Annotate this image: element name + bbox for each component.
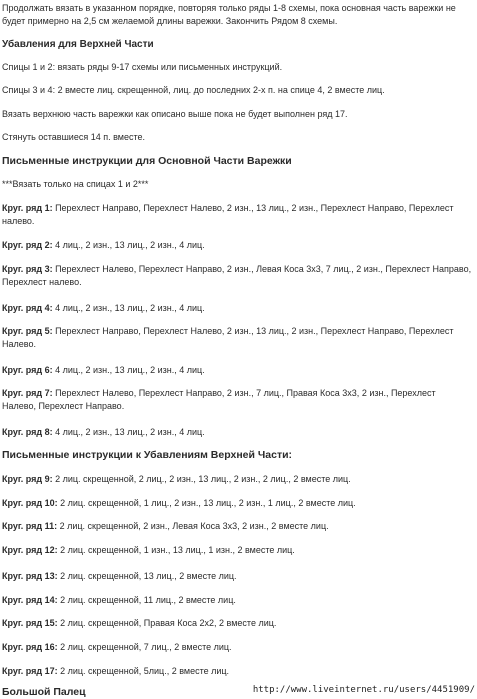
upper-line-4: Стянуть оставшиеся 14 п. вместе. [2, 132, 146, 142]
row-label: Круг. ряд 1: [2, 203, 53, 213]
row-text: 2 лиц. скрещенной, 2 лиц., 2 изн., 13 лиц., 2 изн., 2 лиц., 2 вместе лиц. [52, 474, 351, 484]
dec-row-12 [2, 544, 472, 557]
row-label: Круг. ряд 3: [2, 264, 53, 274]
row-text: 4 лиц., 2 изн., 13 лиц., 2 изн., 4 лиц. [52, 365, 205, 375]
dec-row-16 [2, 641, 472, 654]
row-label: Круг. ряд 17: [2, 666, 58, 676]
row-label: Круг. ряд 6: [2, 365, 53, 375]
row-text: 4 лиц., 2 изн., 13 лиц., 2 изн., 4 лиц. [52, 427, 205, 437]
main-row-4 [2, 302, 472, 315]
decrease-instructions-heading: Письменные инструкции к Убавлениям Верхней Части: [2, 449, 293, 461]
main-row-8 [2, 426, 472, 439]
dec-row-15 [2, 617, 472, 630]
row-label: Круг. ряд 13: [2, 571, 58, 581]
row-text: 2 лиц. скрещенной, 7 лиц., 2 вместе лиц. [57, 642, 232, 652]
row-text: 2 лиц. скрещенной, 2 изн., Левая Коса 3х3, 2 изн., 2 вместе лиц. [57, 521, 329, 531]
dec-row-17 [2, 665, 472, 678]
row-text: Перехлест Направо, Перехлест Налево, 2 изн., 13 лиц., 2 изн., Перехлест Направо, Перехлест налево. [2, 203, 454, 226]
row-text: 2 лиц. скрещенной, 11 лиц., 2 вместе лиц. [57, 595, 236, 605]
main-row-2 [2, 239, 472, 252]
row-text: Перехлест Налево, Перехлест Направо, 2 изн., 7 лиц., Правая Коса 3х3, 2 изн., Перехлест Налево, Перехлест Направо. [2, 388, 436, 411]
row-label: Круг. ряд 4: [2, 303, 53, 313]
row-text: 2 лиц. скрещенной, 1 изн., 13 лиц., 1 изн., 2 вместе лиц. [57, 545, 295, 555]
row-label: Круг. ряд 16: [2, 642, 58, 652]
main-note: ***Вязать только на спицах 1 и 2*** [2, 179, 149, 189]
upper-line-1: Спицы 1 и 2: вязать ряды 9-17 схемы или письменных инструкций. [2, 62, 283, 72]
row-label: Круг. ряд 7: [2, 388, 53, 398]
row-text: 2 лиц. скрещенной, 1 лиц., 2 изн., 13 лиц., 2 изн., 1 лиц., 2 вместе лиц. [57, 498, 356, 508]
row-text: 4 лиц., 2 изн., 13 лиц., 2 изн., 4 лиц. [52, 240, 205, 250]
row-label: Круг. ряд 14: [2, 595, 58, 605]
row-label: Круг. ряд 5: [2, 326, 53, 336]
upper-decrease-heading: Убавления для Верхней Части [2, 39, 154, 50]
row-text: 2 лиц. скрещенной, Правая Коса 2х2, 2 вместе лиц. [57, 618, 277, 628]
main-row-6 [2, 364, 472, 377]
watermark-url: http://www.liveinternet.ru/users/4451909/ [252, 685, 475, 695]
row-label: Круг. ряд 12: [2, 545, 58, 555]
row-text: 2 лиц. скрещенной, 13 лиц., 2 вместе лиц. [57, 571, 237, 581]
dec-row-14 [2, 594, 472, 607]
row-text: Перехлест Направо, Перехлест Налево, 2 изн., 13 лиц., 2 изн., Перехлест Направо, Перехлест Налево. [2, 326, 454, 349]
main-row-5 [2, 325, 472, 351]
main-row-1 [2, 202, 472, 228]
dec-row-10 [2, 497, 472, 510]
thumb-heading: Большой Палец [2, 686, 86, 698]
main-row-7 [2, 387, 472, 413]
dec-row-11 [2, 520, 472, 533]
row-label: Круг. ряд 8: [2, 427, 53, 437]
dec-row-9 [2, 473, 472, 486]
upper-line-2: Спицы 3 и 4: 2 вместе лиц. скрещенной, лиц. до последних 2-х п. на спице 4, 2 вместе лиц. [2, 85, 385, 95]
upper-line-3: Вязать верхнюю часть варежки как описано выше пока не будет выполнен ряд 17. [2, 109, 348, 119]
row-label: Круг. ряд 11: [2, 521, 58, 531]
main-row-3 [2, 263, 472, 289]
main-instructions-heading: Письменные инструкции для Основной Части Варежки [2, 155, 292, 167]
row-text: 4 лиц., 2 изн., 13 лиц., 2 изн., 4 лиц. [52, 303, 205, 313]
row-label: Круг. ряд 10: [2, 498, 58, 508]
row-label: Круг. ряд 9: [2, 474, 53, 484]
row-label: Круг. ряд 15: [2, 618, 58, 628]
dec-row-13 [2, 570, 472, 583]
intro-paragraph: Продолжать вязать в указанном порядке, повторяя только ряды 1-8 схемы, пока основная часть варежки не будет примерно на 2,5 см желаемой длины варежки. Закончить Рядом 8 схемы. [2, 3, 456, 26]
row-text: Перехлест Налево, Перехлест Направо, 2 изн., Левая Коса 3х3, 7 лиц., 2 изн., Перехлест Направо, Перехлест налево. [2, 264, 472, 287]
row-label: Круг. ряд 2: [2, 240, 53, 250]
row-text: 2 лиц. скрещенной, 5лиц., 2 вместе лиц. [57, 666, 230, 676]
